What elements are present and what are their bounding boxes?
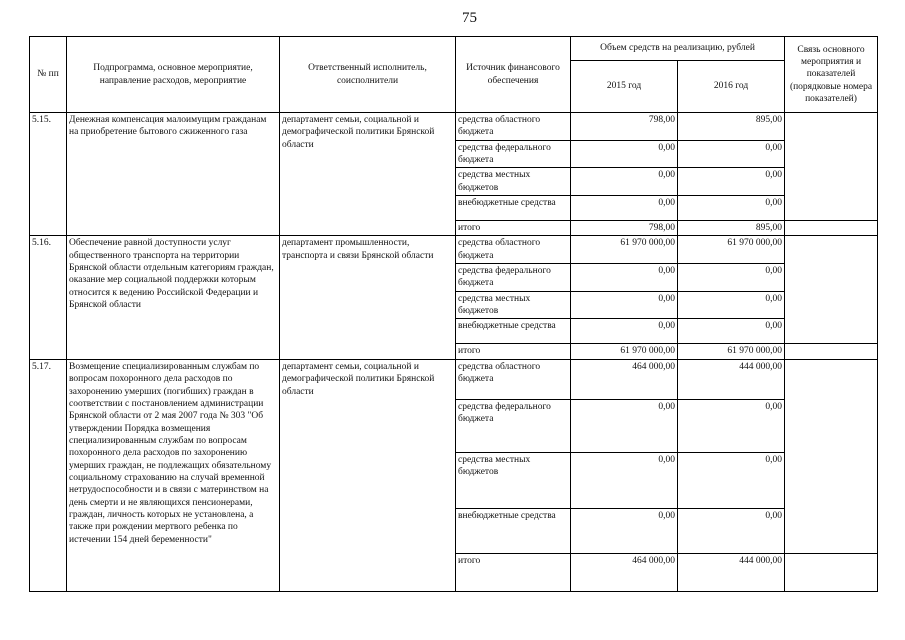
source-row: [30, 359, 878, 399]
source-label: внебюджетные средства: [456, 319, 571, 344]
header-volume: Объем средств на реализацию, рублей: [571, 37, 785, 61]
value-2015: 61 970 000,00: [571, 236, 678, 264]
source-label: средства областного бюджета: [456, 113, 571, 141]
measure-executor: департамент семьи, социальной и демографической политики Брянской области: [280, 359, 456, 591]
value-2015: 0,00: [571, 140, 678, 168]
measure-num: 5.17.: [30, 359, 67, 591]
value-2016: 0,00: [678, 291, 785, 319]
measure-executor: департамент семьи, социальной и демографической политики Брянской области: [280, 113, 456, 236]
header-year-2016: 2016 год: [678, 61, 785, 113]
total-2016: 444 000,00: [678, 553, 785, 591]
measure-executor: департамент промышленности, транспорта и связи Брянской области: [280, 236, 456, 359]
value-2016: 444 000,00: [678, 359, 785, 399]
value-2015: 0,00: [571, 196, 678, 221]
source-label: средства местных бюджетов: [456, 452, 571, 508]
value-2016: 0,00: [678, 168, 785, 196]
total-label: итого: [456, 221, 571, 236]
value-2015: 0,00: [571, 291, 678, 319]
measure-name: Возмещение специализированным службам по вопросам похоронного дела расходов по захоронению умерших (погибших) граждан в соответствии с постановлением администрации Брянской области от 2 мая 2007 года № 303 "Об утверждении Порядка возмещения специализированным службам по вопросам похоронного дела расходов по захоронению умерших граждан, не подлежащих обязательному социальному страхованию на случай временной нетрудоспособности и в связи с материнством на день смерти и не являющихся пенсионерами, граждан, личность которых не установлена, а также при рождении мертвого ребенка по истечении 154 дней беременности": [67, 359, 280, 591]
value-2016: 61 970 000,00: [678, 236, 785, 264]
total-2015: 61 970 000,00: [571, 344, 678, 359]
indicator-link: [785, 221, 878, 236]
value-2015: 0,00: [571, 452, 678, 508]
measure-num: 5.16.: [30, 236, 67, 359]
indicator-link: [785, 344, 878, 359]
source-row: [30, 236, 878, 264]
source-label: средства областного бюджета: [456, 359, 571, 399]
value-2016: 0,00: [678, 399, 785, 452]
header-executor: Ответственный исполнитель, соисполнители: [280, 37, 456, 113]
header-name: Подпрограмма, основное мероприятие, направление расходов, мероприятие: [67, 37, 280, 113]
value-2015: 464 000,00: [571, 359, 678, 399]
value-2016: 0,00: [678, 196, 785, 221]
source-label: средства федерального бюджета: [456, 140, 571, 168]
source-row: [30, 113, 878, 141]
measure-5-17: [30, 359, 878, 591]
source-label: внебюджетные средства: [456, 196, 571, 221]
value-2015: 0,00: [571, 264, 678, 292]
value-2015: 0,00: [571, 508, 678, 553]
value-2016: 0,00: [678, 264, 785, 292]
source-label: средства федерального бюджета: [456, 399, 571, 452]
value-2016: 0,00: [678, 140, 785, 168]
measure-5-16: [30, 236, 878, 359]
source-label: внебюджетные средства: [456, 508, 571, 553]
value-2016: 0,00: [678, 319, 785, 344]
indicator-link: [785, 359, 878, 553]
measure-name: Обеспечение равной доступности услуг общественного транспорта на территории Брянской области отдельным категориям граждан, оказание мер социальной поддержки которым относится к ведению Российской Федерации и Брянской области: [67, 236, 280, 359]
value-2015: 798,00: [571, 113, 678, 141]
total-2015: 798,00: [571, 221, 678, 236]
total-2016: 895,00: [678, 221, 785, 236]
header-num: № пп: [30, 37, 67, 113]
budget-table: [29, 36, 878, 592]
page-number: 75: [462, 10, 477, 26]
value-2015: 0,00: [571, 399, 678, 452]
source-label: средства местных бюджетов: [456, 291, 571, 319]
header-source: Источник финансового обеспечения: [456, 37, 571, 113]
source-label: средства областного бюджета: [456, 236, 571, 264]
indicator-link: [785, 553, 878, 591]
indicator-link: [785, 236, 878, 344]
total-label: итого: [456, 553, 571, 591]
header-link: Связь основного мероприятия и показателей (порядковые номера показателей): [785, 37, 878, 113]
total-2015: 464 000,00: [571, 553, 678, 591]
measure-num: 5.15.: [30, 113, 67, 236]
header-year-2015: 2015 год: [571, 61, 678, 113]
source-label: средства местных бюджетов: [456, 168, 571, 196]
measure-name: Денежная компенсация малоимущим гражданам на приобретение бытового сжиженного газа: [67, 113, 280, 236]
value-2015: 0,00: [571, 319, 678, 344]
indicator-link: [785, 113, 878, 221]
value-2016: 895,00: [678, 113, 785, 141]
value-2016: 0,00: [678, 508, 785, 553]
value-2015: 0,00: [571, 168, 678, 196]
source-label: средства федерального бюджета: [456, 264, 571, 292]
total-label: итого: [456, 344, 571, 359]
total-2016: 61 970 000,00: [678, 344, 785, 359]
measure-5-15: [30, 113, 878, 236]
value-2016: 0,00: [678, 452, 785, 508]
